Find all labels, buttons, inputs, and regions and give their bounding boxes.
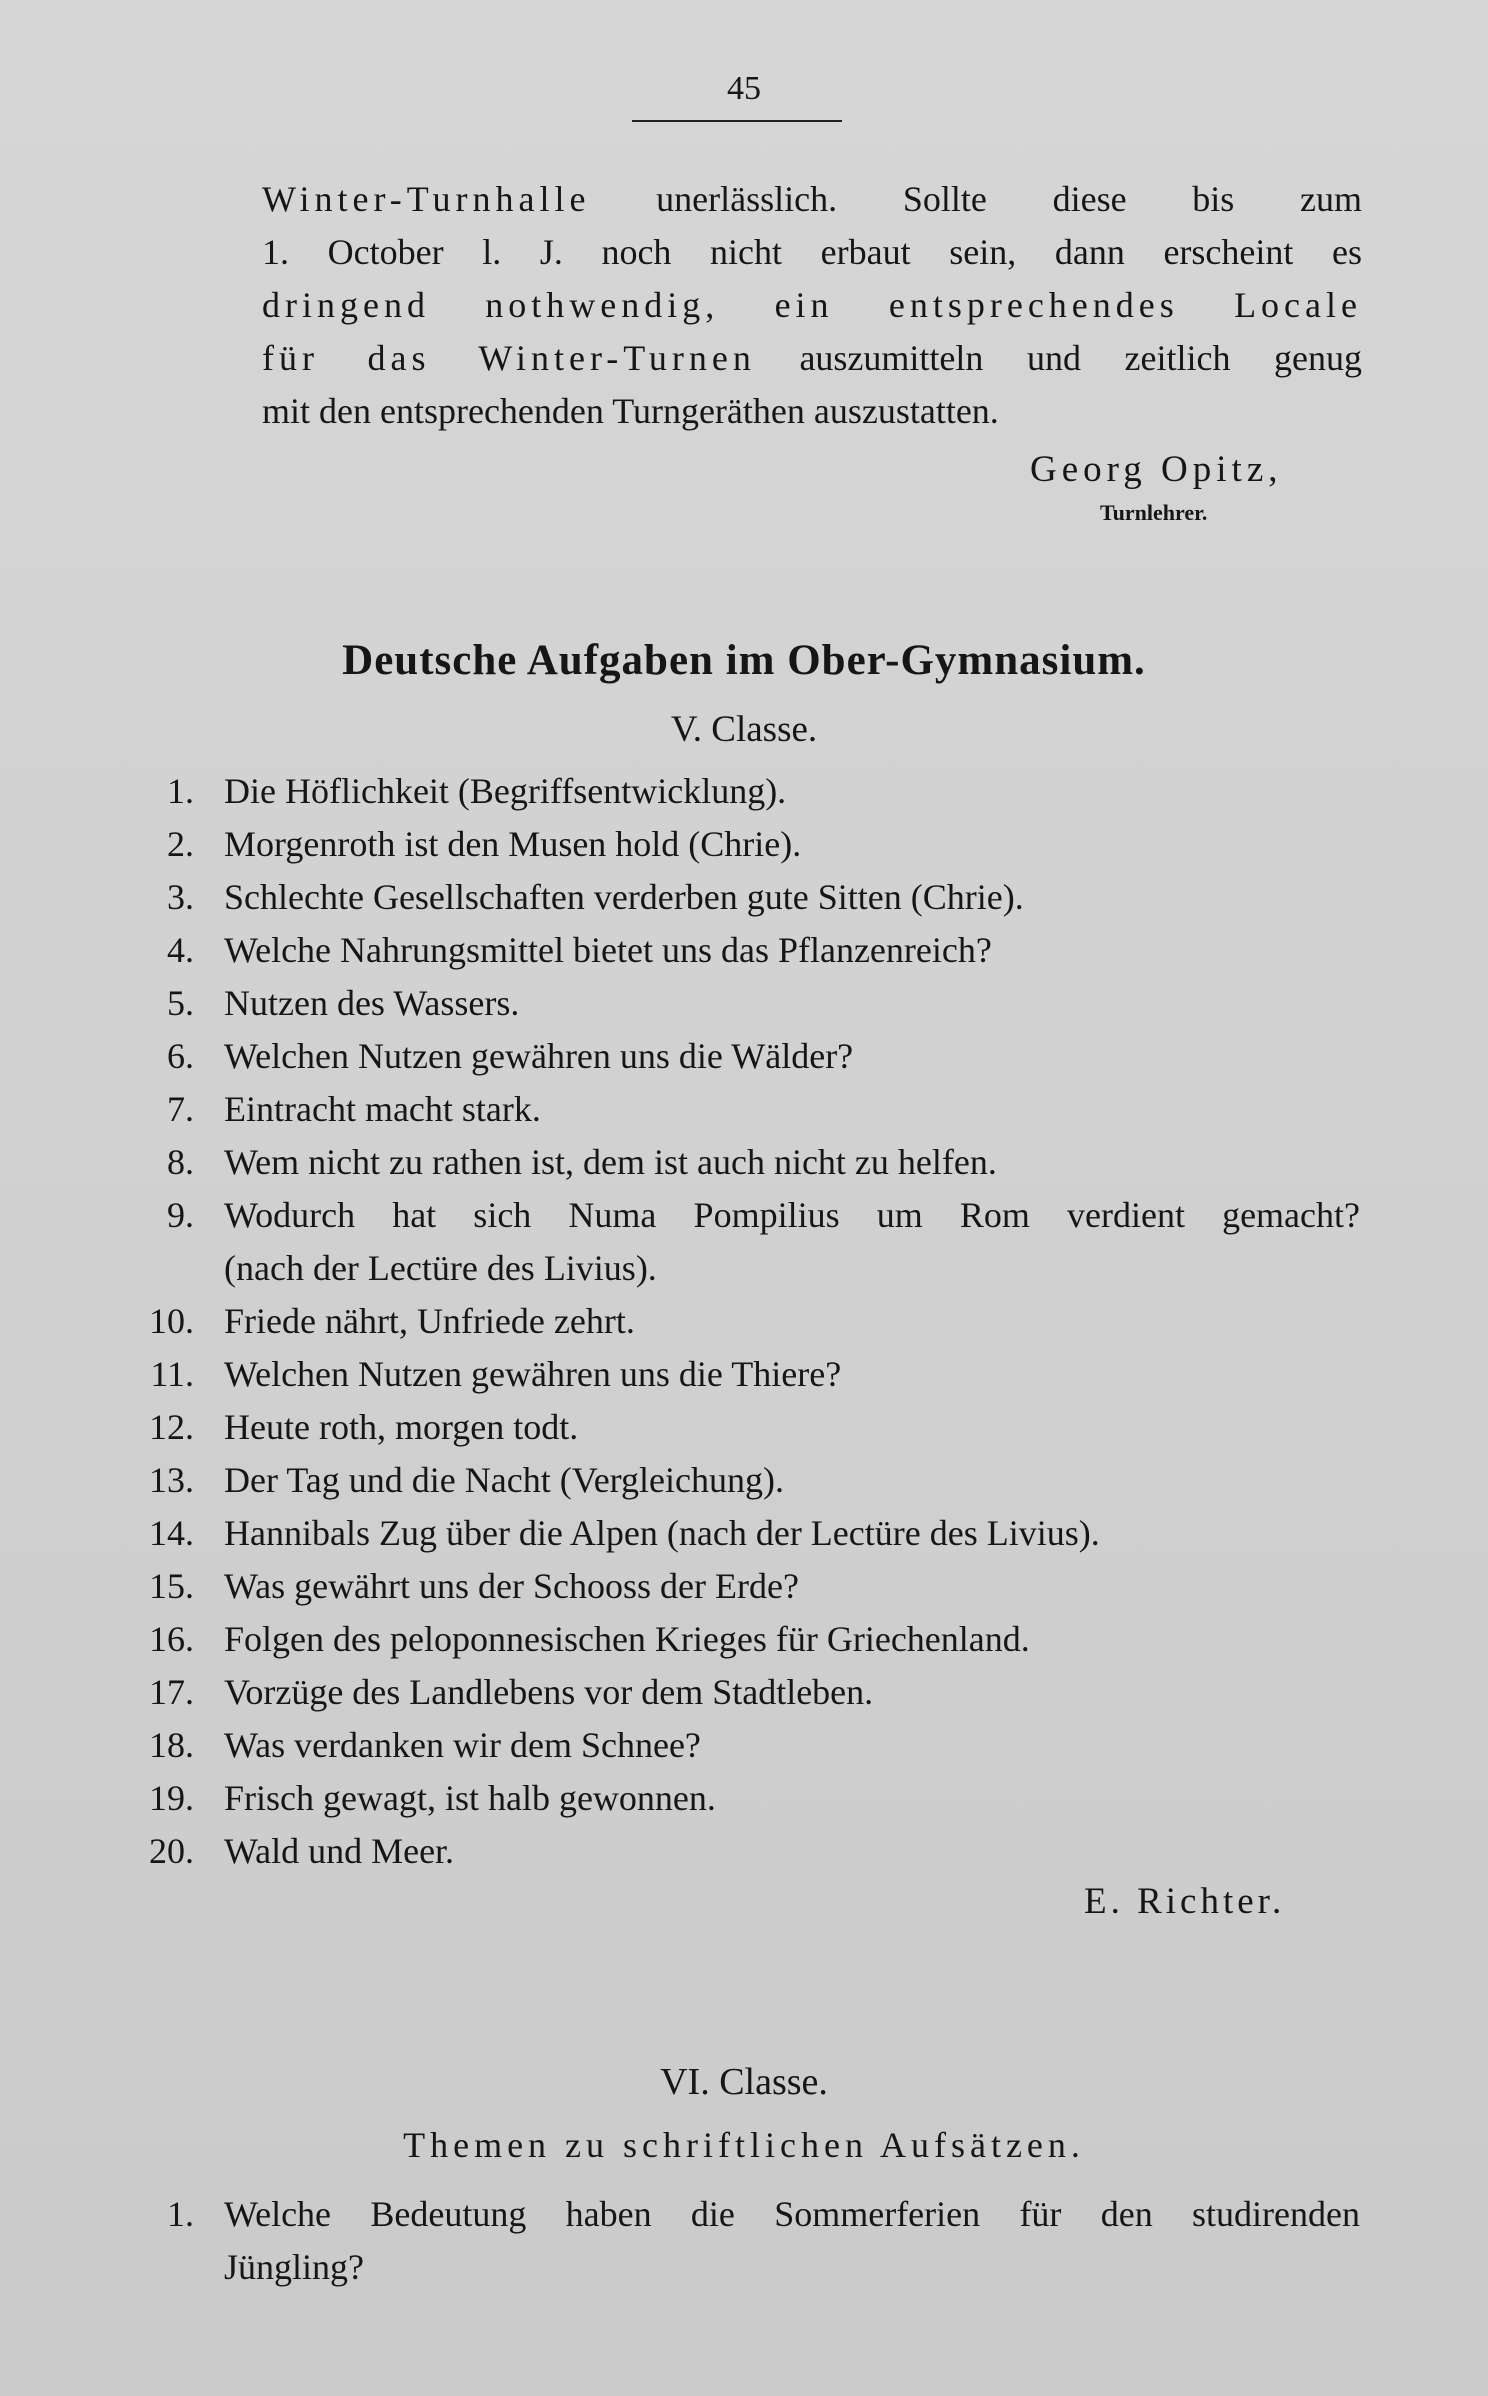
list-item xyxy=(100,1719,1360,1772)
list-item xyxy=(100,765,1360,818)
list-item xyxy=(100,1348,1360,1401)
item-number: 1. xyxy=(167,771,194,811)
item-text: Welchen Nutzen gewähren uns die Thiere? xyxy=(224,1354,842,1394)
item-number: 3. xyxy=(167,877,194,917)
class-heading: VI. Classe. xyxy=(660,2061,828,2103)
item-number: 9. xyxy=(167,1195,194,1235)
topic-list xyxy=(100,2188,1360,2294)
class-heading: V. Classe. xyxy=(670,709,818,750)
item-number: 13. xyxy=(149,1460,194,1500)
item-number: 11. xyxy=(150,1354,194,1394)
intro-line: mit den entsprechenden Turngeräthen auszustatten. xyxy=(262,391,999,431)
item-number: 17. xyxy=(149,1672,194,1712)
page-number: 45 xyxy=(727,70,761,107)
item-number: 19. xyxy=(149,1778,194,1818)
item-text: Frisch gewagt, ist halb gewonnen. xyxy=(224,1778,716,1818)
list-item xyxy=(100,1507,1360,1560)
item-text: Vorzüge des Landlebens vor dem Stadtleben. xyxy=(224,1672,874,1712)
list-item xyxy=(100,1666,1360,1719)
list-item xyxy=(100,977,1360,1030)
list-item xyxy=(100,924,1360,977)
item-text: Wald und Meer. xyxy=(224,1831,455,1871)
intro-line xyxy=(262,332,1362,385)
item-text: Welchen Nutzen gewähren uns die Wälder? xyxy=(224,1036,854,1076)
item-number: 5. xyxy=(167,983,194,1023)
intro-text: unerlässlich. Sollte diese bis zum xyxy=(590,179,1362,219)
item-number: 4. xyxy=(167,930,194,970)
section-title: Deutsche Aufgaben im Ober-Gymnasium. xyxy=(342,637,1146,684)
item-number: 1. xyxy=(167,2194,194,2234)
item-text: Was gewährt uns der Schooss der Erde? xyxy=(224,1566,799,1606)
topic-list xyxy=(100,765,1360,1878)
item-number: 10. xyxy=(149,1301,194,1341)
signature-name: Georg Opitz, xyxy=(1030,449,1283,490)
item-number: 6. xyxy=(167,1036,194,1076)
list-item xyxy=(100,1083,1360,1136)
item-number: 16. xyxy=(149,1619,194,1659)
signature-role: Turnlehrer. xyxy=(1100,500,1208,525)
section-subtitle: Themen zu schriftlichen Aufsätzen. xyxy=(403,2125,1085,2165)
item-continuation: Jüngling? xyxy=(224,2247,364,2287)
item-text: Der Tag und die Nacht (Vergleichung). xyxy=(224,1460,784,1500)
list-item xyxy=(100,1295,1360,1348)
item-number: 15. xyxy=(149,1566,194,1606)
signature-richter: E. Richter. xyxy=(1084,1881,1286,1922)
item-text: Schlechte Gesellschaften verderben gute Sitten (Chrie). xyxy=(224,877,1024,917)
item-number: 20. xyxy=(149,1831,194,1871)
list-item xyxy=(100,1189,1360,1242)
list-item xyxy=(100,818,1360,871)
emphasis-text: Winter-Turnhalle xyxy=(262,179,591,219)
item-text: Heute roth, morgen todt. xyxy=(224,1407,579,1447)
item-text: Die Höflichkeit (Begriffsentwicklung). xyxy=(224,771,787,811)
intro-text: auszumitteln und zeitlich genug xyxy=(755,338,1362,378)
item-text: Was verdanken wir dem Schnee? xyxy=(224,1725,701,1765)
list-item xyxy=(100,1560,1360,1613)
intro-line: dringend nothwendig, ein entsprechendes Locale xyxy=(262,285,1362,325)
item-number: 14. xyxy=(149,1513,194,1553)
intro-line xyxy=(262,173,1362,226)
list-item xyxy=(100,1030,1360,1083)
item-text: Friede nährt, Unfriede zehrt. xyxy=(224,1301,635,1341)
item-number: 18. xyxy=(149,1725,194,1765)
list-item xyxy=(100,1136,1360,1189)
intro-paragraph xyxy=(262,173,1362,438)
list-item xyxy=(100,2188,1360,2241)
list-item xyxy=(100,1401,1360,1454)
emphasis-text: für das Winter-Turnen xyxy=(262,338,756,378)
list-item xyxy=(100,1613,1360,1666)
item-text: Welche Nahrungsmittel bietet uns das Pflanzenreich? xyxy=(224,930,992,970)
item-text: Wem nicht zu rathen ist, dem ist auch nicht zu helfen. xyxy=(224,1142,997,1182)
header-rule xyxy=(632,120,842,122)
item-text: Morgenroth ist den Musen hold (Chrie). xyxy=(224,824,802,864)
list-item xyxy=(100,1825,1360,1878)
item-number: 7. xyxy=(167,1089,194,1129)
item-number: 12. xyxy=(149,1407,194,1447)
intro-line: 1. October l. J. noch nicht erbaut sein, dann erscheint es xyxy=(262,232,1362,272)
item-text: Nutzen des Wassers. xyxy=(224,983,520,1023)
list-item xyxy=(100,1772,1360,1825)
item-number: 2. xyxy=(167,824,194,864)
item-text: Eintracht macht stark. xyxy=(224,1089,541,1129)
item-number: 8. xyxy=(167,1142,194,1182)
list-item xyxy=(100,1454,1360,1507)
item-text: Wodurch hat sich Numa Pompilius um Rom verdient gemacht? xyxy=(224,1195,1360,1235)
item-continuation: (nach der Lectüre des Livius). xyxy=(224,1248,657,1288)
item-text: Folgen des peloponnesischen Krieges für Griechenland. xyxy=(224,1619,1030,1659)
item-text: Welche Bedeutung haben die Sommerferien für den studirenden xyxy=(224,2194,1360,2234)
list-item xyxy=(100,871,1360,924)
item-text: Hannibals Zug über die Alpen (nach der Lectüre des Livius). xyxy=(224,1513,1100,1553)
